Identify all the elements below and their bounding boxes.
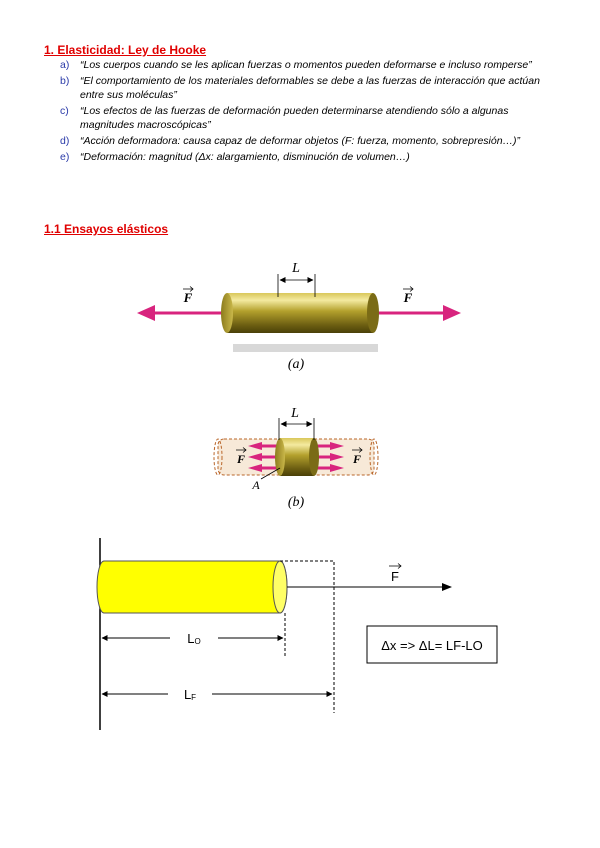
yellow-bar bbox=[97, 561, 287, 613]
cylinder-body bbox=[280, 438, 314, 476]
list-item-text: “Acción deformadora: causa capaz de deformar objetos (F: fuerza, momento, sobrepresión…)” bbox=[80, 134, 521, 147]
list-item-text: “El comportamiento de los materiales deformables se debe a las fuerzas de interacción que actúan entre sus moléculas” bbox=[80, 75, 540, 101]
area-label: A bbox=[252, 478, 260, 492]
force-arrowhead-right bbox=[443, 305, 461, 321]
cylinder-end bbox=[309, 438, 319, 476]
cylinder-body bbox=[227, 293, 373, 333]
force-label-right: F bbox=[352, 452, 362, 466]
force-arrows-right bbox=[315, 442, 344, 472]
force-arrows-left bbox=[248, 442, 277, 472]
list-item-text: “Los cuerpos cuando se les aplican fuerzas o momentos pueden deformarse e incluso romperse” bbox=[80, 59, 532, 71]
formula-text: Δx => ΔL= LF-LO bbox=[381, 638, 483, 653]
elongated-outline bbox=[280, 561, 334, 713]
list-item-text: “Deformación: magnitud (Δx: alargamiento, disminución de volumen…) bbox=[80, 150, 410, 163]
cylinder-shadow bbox=[233, 344, 378, 352]
list-marker: d) bbox=[60, 134, 70, 147]
list-marker: b) bbox=[60, 75, 70, 88]
list-marker: a) bbox=[60, 59, 70, 71]
list-item-text: “Los efectos de las fuerzas de deformación pueden determinarse atendiendo sólo a algunas magnitudes macroscópicas” bbox=[80, 104, 509, 131]
force-label-right: F bbox=[403, 290, 413, 305]
figure-caption: (a) bbox=[287, 357, 305, 372]
l0-label: LO bbox=[187, 631, 201, 646]
figure-caption: (b) bbox=[287, 495, 305, 510]
figure-c bbox=[97, 538, 497, 730]
force-label: F bbox=[391, 569, 399, 584]
vector-arrow-icon bbox=[389, 564, 401, 569]
list-marker: c) bbox=[60, 104, 69, 117]
force-label-left: F bbox=[236, 452, 246, 466]
bar-end bbox=[273, 561, 287, 613]
force-arrowhead-left bbox=[137, 305, 155, 321]
length-label: L bbox=[292, 261, 300, 276]
subsection-title: 1.1 Ensayos elásticos bbox=[44, 222, 169, 236]
figure-b bbox=[214, 406, 378, 510]
length-label: L bbox=[291, 406, 299, 421]
section-title: 1. Elasticidad: Ley de Hooke bbox=[44, 43, 207, 57]
list-marker: e) bbox=[60, 150, 70, 163]
force-label-left: F bbox=[183, 290, 193, 305]
cylinder-end bbox=[221, 293, 233, 333]
figure-a bbox=[137, 261, 461, 372]
lf-label: LF bbox=[183, 687, 197, 702]
cylinder-end bbox=[367, 293, 379, 333]
